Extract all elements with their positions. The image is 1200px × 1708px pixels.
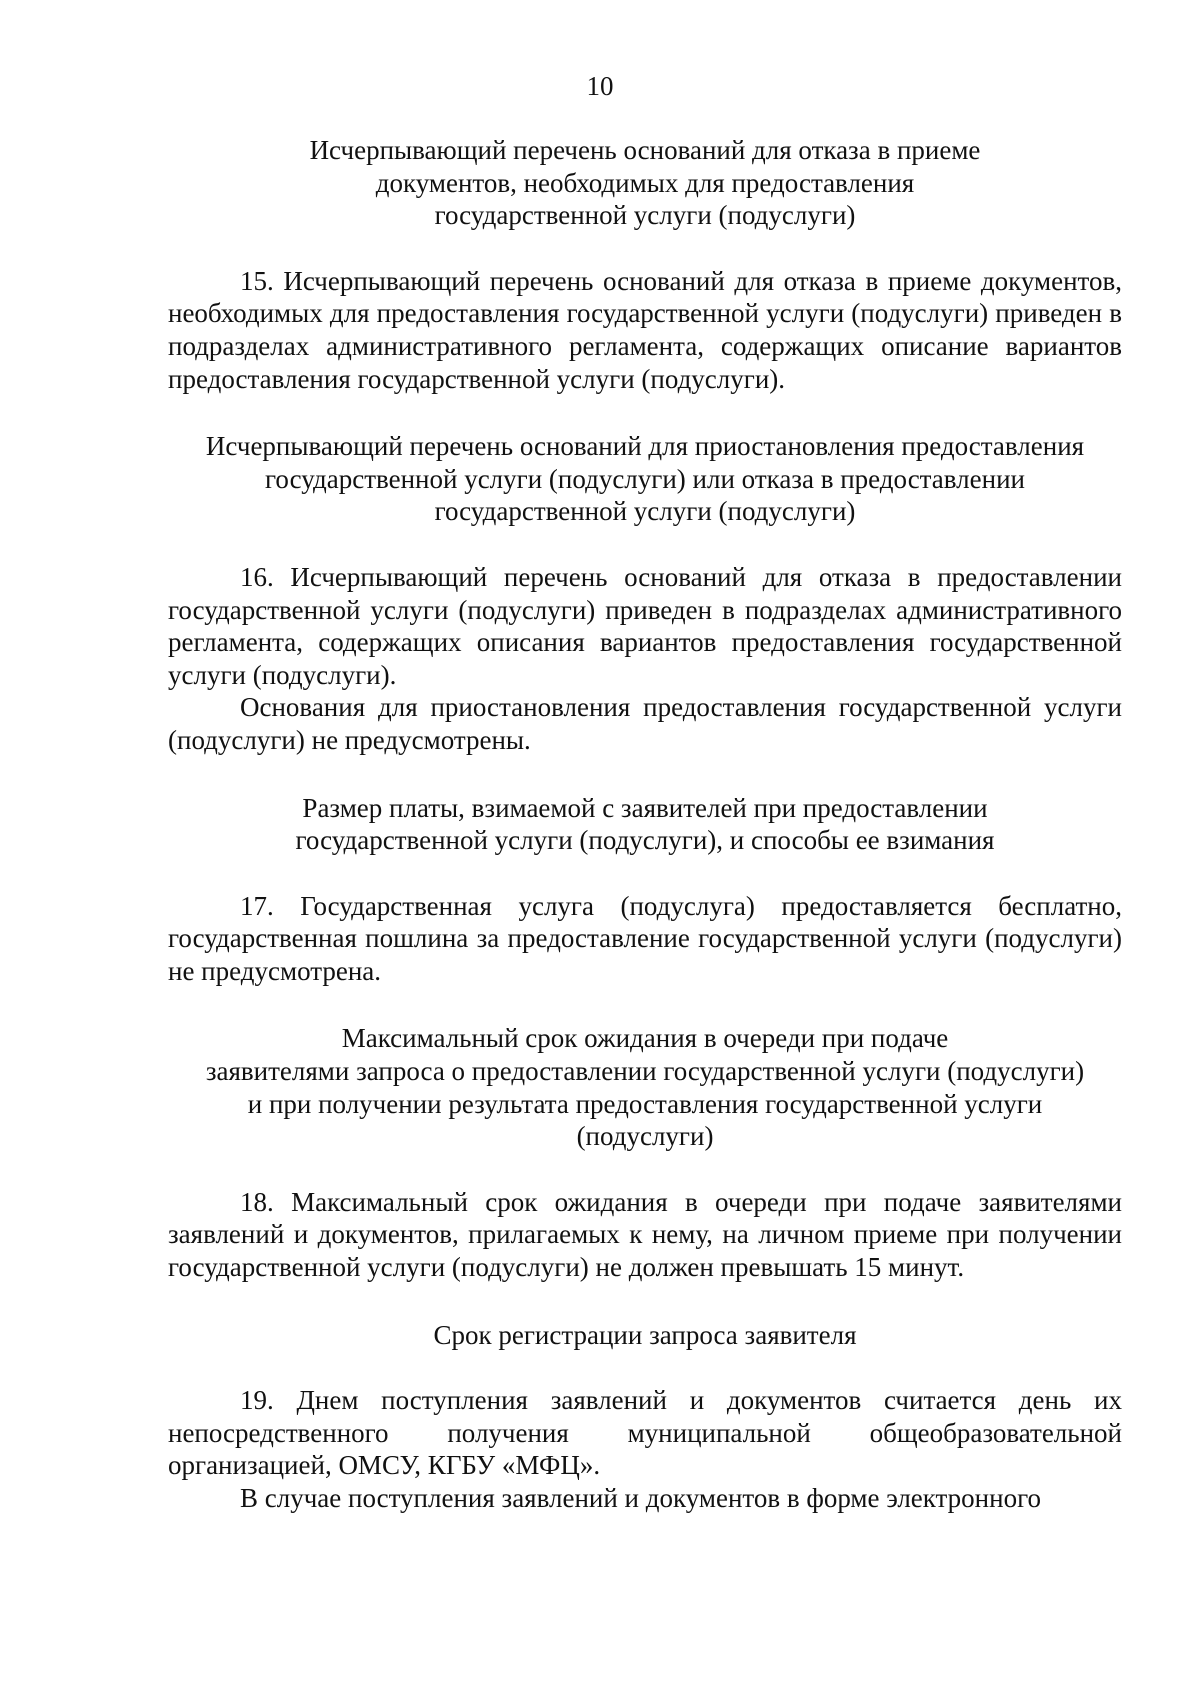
heading-line: Размер платы, взимаемой с заявителей при предоставлении: [302, 792, 988, 823]
paragraph-19-continued: В случае поступления заявлений и документов в форме электронного: [240, 1483, 1041, 1513]
heading-line: Максимальный срок ожидания в очереди при подаче: [341, 1023, 949, 1054]
section-heading: [168, 134, 1122, 232]
heading-line: заявителями запроса о предоставлении государственной услуги (подуслуги): [205, 1056, 1085, 1087]
heading-line: документов, необходимых для предоставления: [375, 167, 915, 198]
heading-line: (подуслуги): [576, 1121, 714, 1152]
paragraph-16-continued: Основания для приостановления предоставления государственной услуги (подуслуги) не предусмотрены.: [168, 692, 1122, 755]
heading-line: государственной услуги (подуслуги), и способы ее взимания: [295, 825, 995, 856]
heading-line: и при получении результата предоставления государственной услуги: [247, 1088, 1043, 1119]
section-heading: [168, 1022, 1122, 1152]
paragraph-16: 16. Исчерпывающий перечень оснований для отказа в предоставлении государственной услуги (подуслуги) приведен в подразделах административного регламента, содержащих описания вариантов предоставления государственной услуги (подуслуги).: [168, 561, 1122, 690]
paragraph-18: 18. Максимальный срок ожидания в очереди при подаче заявителями заявлений и документов, прилагаемых к нему, на личном приеме при получении государственной услуги (подуслуги) не должен превышать 15 минут.: [168, 1186, 1122, 1283]
heading-line: государственной услуги (подуслуги): [434, 200, 856, 231]
heading-line: Срок регистрации запроса заявителя: [433, 1319, 857, 1350]
page-number: 10: [586, 71, 614, 101]
heading-line: государственной услуги (подуслуги) или отказа в предоставлении: [265, 463, 1025, 494]
section-heading: [168, 792, 1122, 857]
section-heading: [168, 430, 1122, 528]
paragraph-15: 15. Исчерпывающий перечень оснований для отказа в приеме документов, необходимых для предоставления государственной услуги (подуслуги) приведен в подразделах административного регламента, содержащих описание вариантов предоставления государственной услуги (подуслуги).: [168, 265, 1122, 394]
heading-line: государственной услуги (подуслуги): [434, 496, 856, 527]
heading-line: Исчерпывающий перечень оснований для отказа в приеме: [309, 135, 981, 165]
paragraph-17: 17. Государственная услуга (подуслуга) предоставляется бесплатно, государственная пошлина за предоставление государственной услуги (подуслуги) не предусмотрена.: [168, 890, 1122, 986]
section-heading: [168, 1319, 1122, 1352]
heading-line: Исчерпывающий перечень оснований для приостановления предоставления: [205, 431, 1085, 462]
paragraph-19: 19. Днем поступления заявлений и документов считается день их непосредственного получения муниципальной общеобразовательной организацией, ОМСУ, КГБУ «МФЦ».: [168, 1385, 1122, 1481]
document-body: [168, 134, 1122, 1515]
